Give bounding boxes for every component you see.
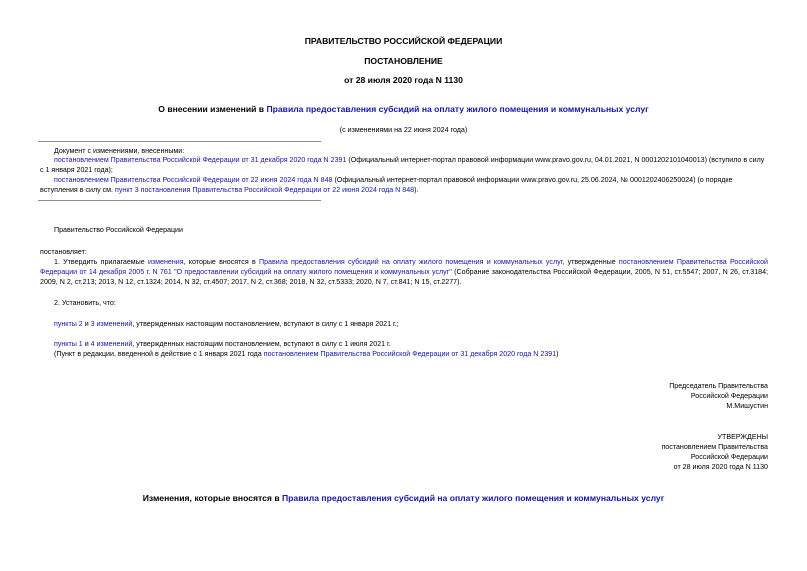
p5-resolution-link[interactable]: постановлением Правительства Российской Федерации от 31 декабря 2020 года N 2391: [263, 350, 557, 358]
change-2-clause-link[interactable]: пункт 3 постановления Правительства Российской Федерации от 22 июня 2024 года N 848: [115, 186, 415, 194]
p5-text-b: ): [556, 350, 559, 358]
paragraph-3: [54, 319, 399, 329]
changes-title: [0, 493, 807, 503]
p1-text-b: , которые вносятся в: [183, 258, 259, 266]
p3-changes-link[interactable]: 3 изменений: [90, 320, 133, 328]
paragraph-4: [54, 339, 391, 349]
p1-text-d: (Собрание законодательства Российской Федерации, 2005, N 51, ст.5547; 2007, N 26, ст.3184; 2009, N 2, ст.213; 2013, N 12, ст.1324; 2014, N 32, ст.4507; 2017, N 2, ст.368; 2018, N 32, ст.5333; 2020, N 7, ст.841; N 15, ст.2277).: [40, 268, 768, 286]
p1-text-a: 1. Утвердить прилагаемые: [54, 258, 148, 266]
signature-org: Российской Федерации: [690, 392, 768, 400]
paragraph-5: [54, 349, 559, 359]
approved-date: от 28 июля 2020 года N 1130: [673, 463, 768, 471]
approved-org: Российской Федерации: [690, 453, 768, 461]
revision-note: (с изменениями на 22 июня 2024 года): [339, 126, 468, 134]
change-2-text: (Официальный интернет-портал правовой информации www.pravo.gov.ru, 25.06.2024, № 0001202406250024) (о порядке вступления в силу см.: [40, 176, 733, 194]
p1-changes-link[interactable]: изменения: [147, 258, 184, 266]
government-heading: ПРАВИТЕЛЬСТВО РОССИЙСКОЙ ФЕДЕРАЦИИ: [304, 36, 503, 46]
p1-rules-link[interactable]: Правила предоставления субсидий на оплату жилого помещения и коммунальных услуг: [258, 258, 563, 266]
paragraph-1: [40, 257, 768, 287]
authority-line: Правительство Российской Федерации: [54, 226, 183, 234]
title-prefix: О внесении изменений в: [158, 104, 267, 114]
changes-heading: Документ с изменениями, внесенными:: [54, 147, 185, 155]
signature-title: Председатель Правительства: [669, 382, 768, 390]
bottom-divider: [38, 200, 321, 201]
p3-and: и: [82, 320, 91, 328]
change-item-1: [40, 155, 768, 175]
p3-text: , утвержденных настоящим постановлением, вступают в силу с 1 января 2021 г.;: [132, 320, 399, 328]
p5-text-a: (Пункт в редакции, введенной в действие с 1 января 2021 года: [54, 350, 264, 358]
change-1-text: (Официальный интернет-портал правовой информации www.pravo.gov.ru, 04.01.2021, N 0001202101040013) (вступило в силу с 1 января 2021 года);: [40, 156, 765, 174]
change-1-link[interactable]: постановлением Правительства Российской Федерации от 31 декабря 2020 года N 2391: [54, 156, 347, 164]
document-title: [0, 104, 807, 114]
p1-text-c: , утвержденные: [562, 258, 619, 266]
approved-label: УТВЕРЖДЕНЫ: [717, 433, 768, 441]
p4-text: , утвержденных настоящим постановлением, вступают в силу с 1 июля 2021 г.: [132, 340, 391, 348]
change-item-2: [40, 175, 768, 195]
change-2-link[interactable]: постановлением Правительства Российской Федерации от 22 июня 2024 года N 848: [54, 176, 333, 184]
p3-points-link[interactable]: пункты 2: [54, 320, 83, 328]
change-2-tail: ).: [414, 186, 419, 194]
top-divider: [38, 141, 321, 142]
date-number-heading: от 28 июля 2020 года N 1130: [344, 75, 463, 85]
p4-points-link[interactable]: пункты 1: [54, 340, 83, 348]
p4-changes-link[interactable]: 4 изменений: [90, 340, 133, 348]
title-rules-link[interactable]: Правила предоставления субсидий на оплату жилого помещения и коммунальных услуг: [266, 104, 649, 114]
decrees-line: постановляет:: [40, 248, 87, 256]
doc-type-heading: ПОСТАНОВЛЕНИЕ: [364, 56, 443, 66]
p1-resolution-link[interactable]: постановлением Правительства Российской Федерации от 14 декабря 2005 г. N 761 "О предоставлении субсидий на оплату жилого помещения и коммунальных услуг": [40, 258, 769, 276]
changes-title-rules-link[interactable]: Правила предоставления субсидий на оплату жилого помещения и коммунальных услуг: [282, 493, 665, 503]
paragraph-2: 2. Установить, что:: [54, 299, 116, 307]
signature-name: М.Мишустин: [726, 402, 768, 410]
p4-and: и: [82, 340, 91, 348]
approved-by: постановлением Правительства: [661, 443, 768, 451]
changes-title-prefix: Изменения, которые вносятся в: [142, 493, 282, 503]
